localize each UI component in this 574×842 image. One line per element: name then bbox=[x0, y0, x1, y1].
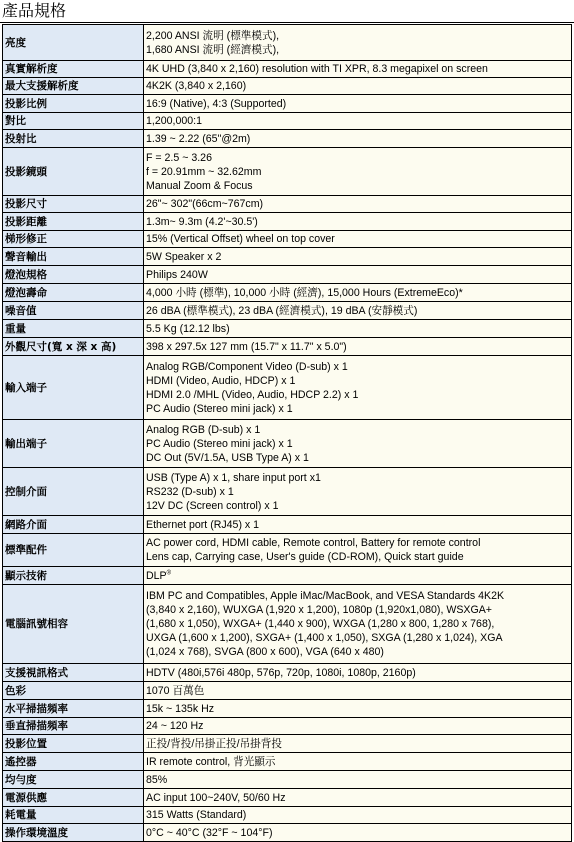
spec-value bbox=[144, 196, 572, 213]
spec-value-line bbox=[146, 322, 569, 336]
spec-row bbox=[3, 735, 572, 753]
spec-row bbox=[3, 338, 572, 356]
spec-row bbox=[3, 567, 572, 585]
spec-value-text: 4K2K (3,840 x 2,160) bbox=[146, 80, 247, 92]
spec-value-line bbox=[146, 471, 569, 485]
spec-row bbox=[3, 753, 572, 771]
spec-value bbox=[144, 25, 572, 61]
spec-row bbox=[3, 420, 572, 468]
spec-row bbox=[3, 807, 572, 824]
spec-value-line bbox=[146, 666, 569, 680]
spec-row bbox=[3, 516, 572, 534]
spec-label: 噪音值 bbox=[3, 302, 144, 320]
spec-value-text: PC Audio (Stereo mini jack) x 1 bbox=[146, 437, 293, 450]
spec-label: 投影比例 bbox=[3, 95, 144, 113]
spec-value-line bbox=[146, 603, 569, 617]
spec-label: 聲音輸出 bbox=[3, 248, 144, 266]
spec-value-text: Analog RGB (D-sub) x 1 bbox=[146, 423, 261, 436]
spec-value-line bbox=[146, 755, 569, 769]
spec-value-line bbox=[146, 808, 569, 822]
spec-row bbox=[3, 534, 572, 567]
spec-label: 投影鏡頭 bbox=[3, 148, 144, 196]
spec-value-line bbox=[146, 179, 569, 193]
spec-label: 網路介面 bbox=[3, 516, 144, 534]
spec-value-text: 1070 百萬色 bbox=[146, 684, 205, 697]
spec-row bbox=[3, 213, 572, 231]
spec-value bbox=[144, 771, 572, 789]
spec-value-text: 5W Speaker x 2 bbox=[146, 250, 222, 263]
spec-value-line bbox=[146, 550, 569, 564]
spec-value bbox=[144, 516, 572, 534]
spec-value bbox=[144, 284, 572, 302]
spec-row bbox=[3, 148, 572, 196]
spec-row bbox=[3, 718, 572, 735]
spec-value-line bbox=[146, 151, 569, 165]
spec-value bbox=[144, 320, 572, 338]
spec-value-text: (3,840 x 2,160), WUXGA (1,920 x 1,200), 1080p (1,920x1,080), WSXGA+ bbox=[146, 604, 492, 616]
spec-value-text: RS232 (D-sub) x 1 bbox=[146, 485, 234, 498]
spec-value-line bbox=[146, 43, 569, 57]
spec-label: 控制介面 bbox=[3, 468, 144, 516]
spec-row bbox=[3, 95, 572, 113]
spec-value-text: 0°C ~ 40°C (32°F ~ 104°F) bbox=[146, 826, 273, 839]
spec-value-line bbox=[146, 684, 569, 698]
spec-value-line bbox=[146, 388, 569, 402]
spec-value-line bbox=[146, 197, 569, 211]
spec-label: 真實解析度 bbox=[3, 61, 144, 78]
spec-value bbox=[144, 302, 572, 320]
spec-value-text: AC power cord, HDMI cable, Remote control, Battery for remote control bbox=[146, 537, 481, 549]
spec-label: 燈泡壽命 bbox=[3, 284, 144, 302]
spec-value bbox=[144, 468, 572, 516]
spec-value-text: 2,200 ANSI 流明 (標準模式), bbox=[146, 29, 280, 42]
spec-table bbox=[2, 24, 572, 842]
spec-value-line bbox=[146, 114, 569, 128]
spec-value bbox=[144, 113, 572, 130]
spec-value bbox=[144, 266, 572, 284]
spec-value-line bbox=[146, 79, 569, 93]
spec-label: 投影距離 bbox=[3, 213, 144, 231]
spec-value bbox=[144, 61, 572, 78]
spec-value-text: Lens cap, Carrying case, User's guide (CD-ROM), Quick start guide bbox=[146, 551, 464, 563]
spec-row bbox=[3, 78, 572, 95]
spec-value-text: DC Out (5V/1.5A, USB Type A) x 1 bbox=[146, 451, 309, 464]
spec-label: 操作環境溫度 bbox=[3, 824, 144, 842]
spec-value-text: Manual Zoom & Focus bbox=[146, 179, 253, 192]
spec-row bbox=[3, 664, 572, 682]
spec-value bbox=[144, 664, 572, 682]
spec-value-line bbox=[146, 165, 569, 179]
spec-value bbox=[144, 213, 572, 231]
spec-label: 梯形修正 bbox=[3, 231, 144, 248]
spec-value-line bbox=[146, 423, 569, 437]
spec-value bbox=[144, 753, 572, 771]
spec-value bbox=[144, 148, 572, 196]
spec-value-line bbox=[146, 374, 569, 388]
spec-label: 輸入端子 bbox=[3, 356, 144, 420]
spec-row bbox=[3, 585, 572, 664]
spec-value-text: (1,680 x 1,050), WXGA+ (1,440 x 900), WXGA (1,280 x 800, 1,280 x 768), bbox=[146, 618, 495, 630]
spec-value-text: 398 x 297.5x 127 mm (15.7" x 11.7" x 5.0") bbox=[146, 340, 347, 353]
spec-value bbox=[144, 567, 572, 585]
spec-value-text: 15k ~ 135k Hz bbox=[146, 702, 215, 715]
spec-row bbox=[3, 356, 572, 420]
spec-value-text: 1.39 ~ 2.22 (65"@2m) bbox=[146, 132, 251, 145]
spec-value-line bbox=[146, 286, 569, 300]
spec-value-text: 4K UHD (3,840 x 2,160) resolution with TI XPR, 8.3 megapixel on screen bbox=[146, 63, 488, 75]
spec-value bbox=[144, 682, 572, 700]
spec-value-line bbox=[146, 304, 569, 318]
spec-label: 投影尺寸 bbox=[3, 196, 144, 213]
spec-value-line bbox=[146, 737, 569, 751]
spec-row bbox=[3, 302, 572, 320]
spec-label: 亮度 bbox=[3, 25, 144, 61]
spec-row bbox=[3, 682, 572, 700]
spec-value-text: 85% bbox=[146, 773, 168, 786]
spec-value-line bbox=[146, 518, 569, 532]
spec-value-line bbox=[146, 617, 569, 631]
spec-value bbox=[144, 718, 572, 735]
spec-value-line bbox=[146, 437, 569, 451]
spec-value-text: 正投/背投/吊掛正投/吊掛背投 bbox=[146, 737, 282, 750]
spec-value-line bbox=[146, 62, 569, 76]
spec-value-line bbox=[146, 97, 569, 111]
spec-row bbox=[3, 25, 572, 61]
spec-label: 均勻度 bbox=[3, 771, 144, 789]
spec-label: 標準配件 bbox=[3, 534, 144, 567]
spec-label: 投影位置 bbox=[3, 735, 144, 753]
spec-label: 輸出端子 bbox=[3, 420, 144, 468]
spec-value-text: (1,024 x 768), SVGA (800 x 600), VGA (640 x 480) bbox=[146, 646, 384, 658]
spec-value-line bbox=[146, 536, 569, 550]
spec-value-text: 26 dBA (標準模式), 23 dBA (經濟模式), 19 dBA (安靜模式) bbox=[146, 304, 418, 317]
spec-value-line bbox=[146, 826, 569, 840]
title-divider bbox=[0, 22, 574, 23]
spec-value bbox=[144, 735, 572, 753]
spec-value-text: 12V DC (Screen control) x 1 bbox=[146, 499, 279, 512]
spec-value bbox=[144, 700, 572, 718]
spec-value-text: HDMI 2.0 /MHL (Video, Audio, HDCP 2.2) x 1 bbox=[146, 388, 359, 401]
spec-label: 耗電量 bbox=[3, 807, 144, 824]
spec-value-line bbox=[146, 631, 569, 645]
spec-value bbox=[144, 585, 572, 664]
spec-value-text: Analog RGB/Component Video (D-sub) x 1 bbox=[146, 360, 348, 373]
spec-row bbox=[3, 771, 572, 789]
spec-row bbox=[3, 789, 572, 807]
spec-row bbox=[3, 700, 572, 718]
spec-row bbox=[3, 61, 572, 78]
spec-value-line bbox=[146, 485, 569, 499]
spec-value-text: 16:9 (Native), 4:3 (Supported) bbox=[146, 97, 287, 110]
spec-value-line bbox=[146, 215, 569, 229]
spec-value-line bbox=[146, 499, 569, 513]
spec-value-text: HDTV (480i,576i 480p, 576p, 720p, 1080i, 1080p, 2160p) bbox=[146, 666, 416, 679]
spec-label: 色彩 bbox=[3, 682, 144, 700]
spec-value bbox=[144, 231, 572, 248]
spec-value-text: UXGA (1,600 x 1,200), SXGA+ (1,400 x 1,050), SXGA (1,280 x 1,024), XGA bbox=[146, 632, 503, 644]
spec-label: 燈泡規格 bbox=[3, 266, 144, 284]
spec-value-line bbox=[146, 645, 569, 659]
spec-value bbox=[144, 534, 572, 567]
spec-value-text: 1,680 ANSI 流明 (經濟模式), bbox=[146, 43, 280, 56]
spec-value-line bbox=[146, 232, 569, 246]
spec-value-line bbox=[146, 702, 569, 716]
spec-value-text: AC input 100~240V, 50/60 Hz bbox=[146, 791, 286, 804]
spec-row bbox=[3, 266, 572, 284]
spec-label: 重量 bbox=[3, 320, 144, 338]
spec-row bbox=[3, 231, 572, 248]
spec-row bbox=[3, 320, 572, 338]
registered-mark: ® bbox=[166, 569, 172, 576]
spec-row bbox=[3, 824, 572, 842]
spec-value-text: Philips 240W bbox=[146, 268, 208, 281]
spec-row bbox=[3, 113, 572, 130]
spec-value-text: PC Audio (Stereo mini jack) x 1 bbox=[146, 402, 293, 415]
spec-value-text: Ethernet port (RJ45) x 1 bbox=[146, 518, 260, 531]
spec-value-line bbox=[146, 132, 569, 146]
spec-row bbox=[3, 130, 572, 148]
spec-label: 支援視訊格式 bbox=[3, 664, 144, 682]
spec-value-line bbox=[146, 773, 569, 787]
spec-value-line bbox=[146, 250, 569, 264]
spec-label: 顯示技術 bbox=[3, 567, 144, 585]
spec-value bbox=[144, 789, 572, 807]
spec-value-text: 4,000 小時 (標準), 10,000 小時 (經濟), 15,000 Hours (ExtremeEco)* bbox=[146, 286, 463, 299]
spec-value-line bbox=[146, 360, 569, 374]
spec-label: 垂直掃描頻率 bbox=[3, 718, 144, 735]
spec-value-line bbox=[146, 589, 569, 603]
spec-value-text: USB (Type A) x 1, share input port x1 bbox=[146, 471, 321, 484]
spec-value-line bbox=[146, 268, 569, 282]
spec-row bbox=[3, 284, 572, 302]
spec-row bbox=[3, 468, 572, 516]
spec-label: 對比 bbox=[3, 113, 144, 130]
spec-value bbox=[144, 824, 572, 842]
spec-value-text: DLP bbox=[146, 569, 167, 582]
spec-value-line bbox=[146, 791, 569, 805]
spec-row bbox=[3, 248, 572, 266]
spec-value-text: HDMI (Video, Audio, HDCP) x 1 bbox=[146, 374, 296, 387]
spec-label: 水平掃描頻率 bbox=[3, 700, 144, 718]
spec-value-text: 1,200,000:1 bbox=[146, 115, 202, 127]
spec-label: 外觀尺寸(寬 x 深 x 高) bbox=[3, 338, 144, 356]
spec-value bbox=[144, 807, 572, 824]
spec-value-text: IBM PC and Compatibles, Apple iMac/MacBook, and VESA Standards 4K2K bbox=[146, 590, 505, 602]
spec-value bbox=[144, 420, 572, 468]
spec-value-text: 315 Watts (Standard) bbox=[146, 809, 247, 821]
spec-value-text: IR remote control, 背光顯示 bbox=[146, 755, 276, 768]
spec-value bbox=[144, 338, 572, 356]
spec-value bbox=[144, 95, 572, 113]
spec-value-line bbox=[146, 569, 569, 583]
spec-value-text: 1.3m~ 9.3m (4.2'~30.5') bbox=[146, 215, 258, 228]
spec-value bbox=[144, 356, 572, 420]
spec-value-line bbox=[146, 451, 569, 465]
spec-table-body bbox=[3, 25, 572, 842]
spec-label: 投射比 bbox=[3, 130, 144, 148]
spec-value-line bbox=[146, 719, 569, 733]
spec-value-text: F = 2.5 ~ 3.26 bbox=[146, 151, 212, 164]
spec-label: 電源供應 bbox=[3, 789, 144, 807]
spec-value bbox=[144, 78, 572, 95]
spec-row bbox=[3, 196, 572, 213]
spec-value-line bbox=[146, 340, 569, 354]
spec-value-text: 26"~ 302"(66cm~767cm) bbox=[146, 198, 264, 210]
spec-value-text: 15% (Vertical Offset) wheel on top cover bbox=[146, 233, 335, 245]
spec-label: 電腦訊號相容 bbox=[3, 585, 144, 664]
spec-value-text: 24 ~ 120 Hz bbox=[146, 720, 204, 732]
spec-value-text: 5.5 Kg (12.12 lbs) bbox=[146, 322, 230, 335]
spec-value bbox=[144, 248, 572, 266]
spec-value-line bbox=[146, 29, 569, 43]
spec-label: 最大支援解析度 bbox=[3, 78, 144, 95]
spec-value-text: f = 20.91mm ~ 32.62mm bbox=[146, 165, 262, 178]
spec-value-line bbox=[146, 402, 569, 416]
spec-label: 遙控器 bbox=[3, 753, 144, 771]
spec-value bbox=[144, 130, 572, 148]
page-title: 產品規格 bbox=[2, 1, 67, 20]
